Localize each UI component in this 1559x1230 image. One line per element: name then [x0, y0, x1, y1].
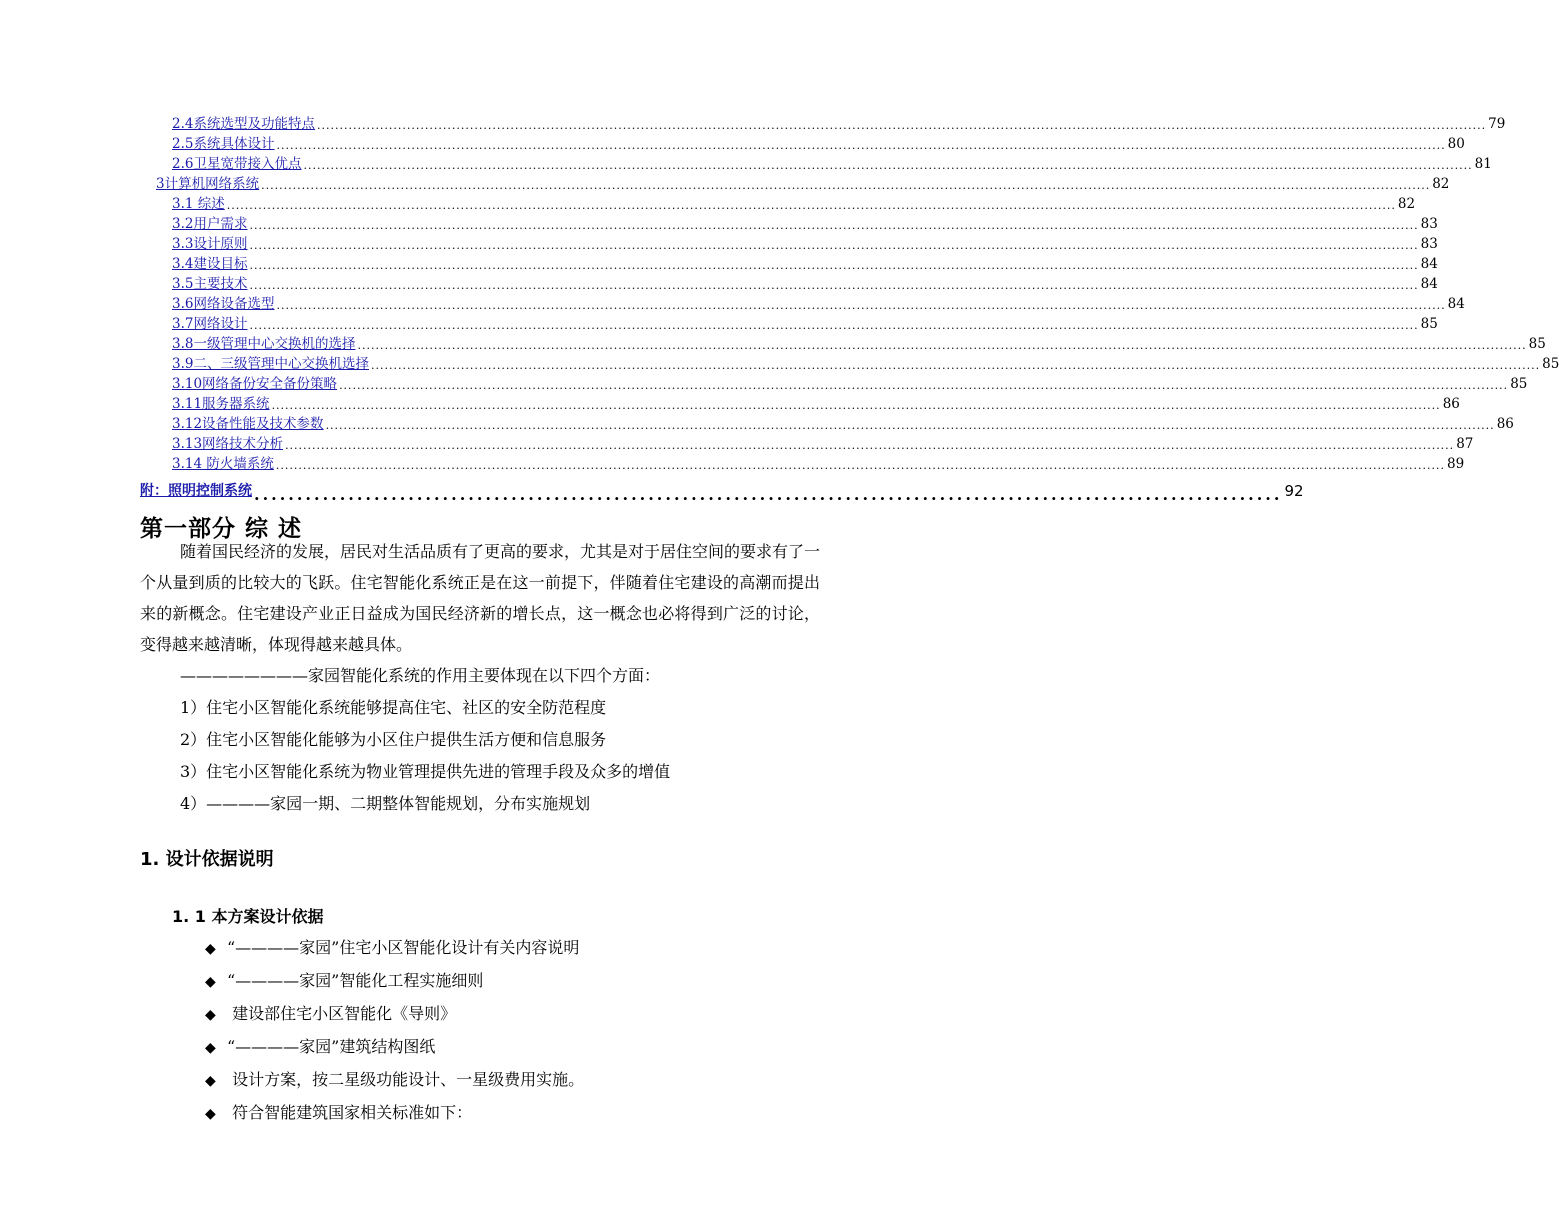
toc-leader-dots: ....................................................................................................................................................................................................................................................................: [370, 359, 1541, 372]
overview-body: [140, 536, 820, 820]
toc-page-number: 86: [1496, 416, 1514, 432]
toc-page-number: 80: [1447, 136, 1465, 152]
role-item: 1）住宅小区智能化系统能够提高住宅、社区的安全防范程度: [180, 698, 607, 717]
toc-entry-link[interactable]: 3.10网络备份安全备份策略: [172, 376, 338, 392]
toc-entry-link[interactable]: 2.4系统选型及功能特点: [172, 116, 315, 132]
section-1-1-heading: 1. 1 本方案设计依据: [172, 907, 324, 926]
toc-entry: [140, 254, 1438, 274]
toc-entry-link[interactable]: 3.5主要技术: [172, 276, 248, 292]
intro-paragraph: 随着国民经济的发展，居民对生活品质有了更高的要求，尤其是对于居住空间的要求有了一个从量到质的比较大的飞跃。住宅智能化系统正是在这一前提下，伴随着住宅建设的高潮而提出来的新概念。住宅建设产业正日益成为国民经济新的增长点，这一概念也必将得到广泛的讨论，变得越来越清晰，体现得越来越具体。: [140, 542, 821, 654]
toc-leader-dots: ....................................................................................................................................................................................................................................................................: [271, 399, 1441, 412]
toc-entry: [140, 314, 1438, 334]
toc-leader-dots: ....................................................................................................................................................................................................................................................................: [357, 339, 1527, 352]
role-intro: ————————家园智能化系统的作用主要体现在以下四个方面：: [180, 666, 661, 685]
toc-leader-dots: ....................................................................................................................................................................................................................................................................: [303, 159, 1473, 172]
toc-page-number: 87: [1456, 436, 1474, 452]
toc-entry-link[interactable]: 3.3设计原则: [172, 236, 248, 252]
toc-entry: [140, 454, 1465, 474]
toc-page-number: 84: [1420, 276, 1438, 292]
list-item: ◆ 符合智能建筑国家相关标准如下：: [205, 1097, 584, 1130]
diamond-bullet-icon: ◆: [205, 1106, 216, 1122]
toc-entry: [140, 414, 1514, 434]
toc-leader-dots: ....................................................................................................................................................................................................................................................................: [316, 119, 1487, 132]
toc-leader-dots: ........................................................................................................................: [254, 485, 1283, 504]
toc-leader-dots: ....................................................................................................................................................................................................................................................................: [275, 459, 1445, 472]
toc-entry: [140, 294, 1465, 314]
toc-page-number: 83: [1420, 236, 1438, 252]
toc-appendix-link[interactable]: 附：照明控制系统: [140, 483, 252, 499]
toc-entry-link[interactable]: 3.1 综述: [172, 196, 225, 212]
toc-entry: [140, 174, 1450, 194]
toc-leader-dots: ....................................................................................................................................................................................................................................................................: [249, 239, 1419, 252]
toc-page-number: 82: [1397, 196, 1416, 212]
list-item: ◆ “————家园”建筑结构图纸: [205, 1031, 584, 1064]
part-title: 第一部分 综 述: [140, 516, 303, 542]
toc-leader-dots: ....................................................................................................................................................................................................................................................................: [276, 299, 1446, 312]
toc-page-number: 83: [1420, 216, 1438, 232]
toc-leader-dots: ....................................................................................................................................................................................................................................................................: [249, 319, 1419, 332]
toc-entry: [140, 354, 1559, 374]
toc-page-number: 84: [1447, 296, 1465, 312]
toc-page-number: 84: [1420, 256, 1438, 272]
toc-leader-dots: ....................................................................................................................................................................................................................................................................: [325, 419, 1495, 432]
diamond-bullet-icon: ◆: [205, 1040, 216, 1056]
toc-page-number: 85: [1528, 336, 1546, 352]
toc-entry: [140, 374, 1528, 394]
toc-entry-link[interactable]: 3.14 防火墙系统: [172, 456, 274, 472]
toc-entry: [140, 394, 1460, 414]
list-item: ◆ 建设部住宅小区智能化《导则》: [205, 998, 584, 1031]
toc-entry: [140, 234, 1438, 254]
toc-entry-link[interactable]: 3.2用户需求: [172, 216, 248, 232]
toc-entry: [140, 274, 1438, 294]
toc-page-number: 86: [1442, 396, 1460, 412]
toc-page-number: 82: [1432, 176, 1450, 192]
toc-entry: [140, 214, 1438, 234]
toc-entry: [140, 434, 1474, 454]
section-1-heading: 1. 设计依据说明: [140, 849, 274, 870]
toc-leader-dots: ....................................................................................................................................................................................................................................................................: [249, 279, 1419, 292]
diamond-bullet-icon: ◆: [205, 941, 216, 957]
diamond-bullet-icon: ◆: [205, 1007, 216, 1023]
toc-entry: [140, 194, 1416, 214]
toc-entry-link[interactable]: 3计算机网络系统: [156, 176, 260, 192]
diamond-bullet-icon: ◆: [205, 1073, 216, 1089]
toc-entry-link[interactable]: 3.4建设目标: [172, 256, 248, 272]
toc-entry-link[interactable]: 3.9二、三级管理中心交换机选择: [172, 356, 369, 372]
toc-leader-dots: ....................................................................................................................................................................................................................................................................: [261, 179, 1431, 192]
toc-page-number: 92: [1284, 482, 1304, 500]
toc-entry-link[interactable]: 3.12设备性能及技术参数: [172, 416, 324, 432]
toc-leader-dots: ....................................................................................................................................................................................................................................................................: [276, 139, 1446, 152]
toc-page-number: 79: [1488, 116, 1506, 132]
toc-entry-link[interactable]: 2.5系统具体设计: [172, 136, 275, 152]
table-of-contents: [140, 114, 1559, 506]
design-basis-list: [205, 932, 584, 1130]
toc-page-number: 89: [1446, 456, 1465, 472]
toc-entry: [140, 334, 1546, 354]
toc-page-number: 81: [1474, 156, 1492, 172]
toc-page-number: 85: [1420, 316, 1438, 332]
toc-page-number: 85: [1510, 376, 1528, 392]
list-item: ◆ “————家园”住宅小区智能化设计有关内容说明: [205, 932, 584, 965]
list-item: ◆ “————家园”智能化工程实施细则: [205, 965, 584, 998]
toc-entry-link[interactable]: 3.8一级管理中心交换机的选择: [172, 336, 356, 352]
toc-entry-link[interactable]: 3.7网络设计: [172, 316, 248, 332]
toc-leader-dots: ....................................................................................................................................................................................................................................................................: [249, 259, 1419, 272]
toc-leader-dots: ....................................................................................................................................................................................................................................................................: [339, 379, 1509, 392]
role-item: 3）住宅小区智能化系统为物业管理提供先进的管理手段及众多的增值: [180, 762, 671, 781]
toc-entry: [140, 114, 1506, 134]
toc-entry: [140, 134, 1465, 154]
role-item: 4）————家园一期、二期整体智能规划，分布实施规划: [180, 794, 591, 813]
list-item: ◆ 设计方案，按二星级功能设计、一星级费用实施。: [205, 1064, 584, 1097]
toc-entry: [140, 154, 1492, 174]
toc-entry-link[interactable]: 2.6卫星宽带接入优点: [172, 156, 302, 172]
toc-entry-link[interactable]: 3.11服务器系统: [172, 396, 270, 412]
toc-entry-link[interactable]: 3.6网络设备选型: [172, 296, 275, 312]
diamond-bullet-icon: ◆: [205, 974, 216, 990]
toc-page-number: 85: [1542, 356, 1559, 372]
role-item: 2）住宅小区智能化能够为小区住户提供生活方便和信息服务: [180, 730, 607, 749]
toc-appendix-entry: [140, 476, 1304, 506]
toc-leader-dots: ....................................................................................................................................................................................................................................................................: [285, 439, 1455, 452]
toc-leader-dots: ....................................................................................................................................................................................................................................................................: [249, 219, 1419, 232]
toc-entry-link[interactable]: 3.13网络技术分析: [172, 436, 284, 452]
toc-leader-dots: ....................................................................................................................................................................................................................................................................: [226, 199, 1396, 212]
